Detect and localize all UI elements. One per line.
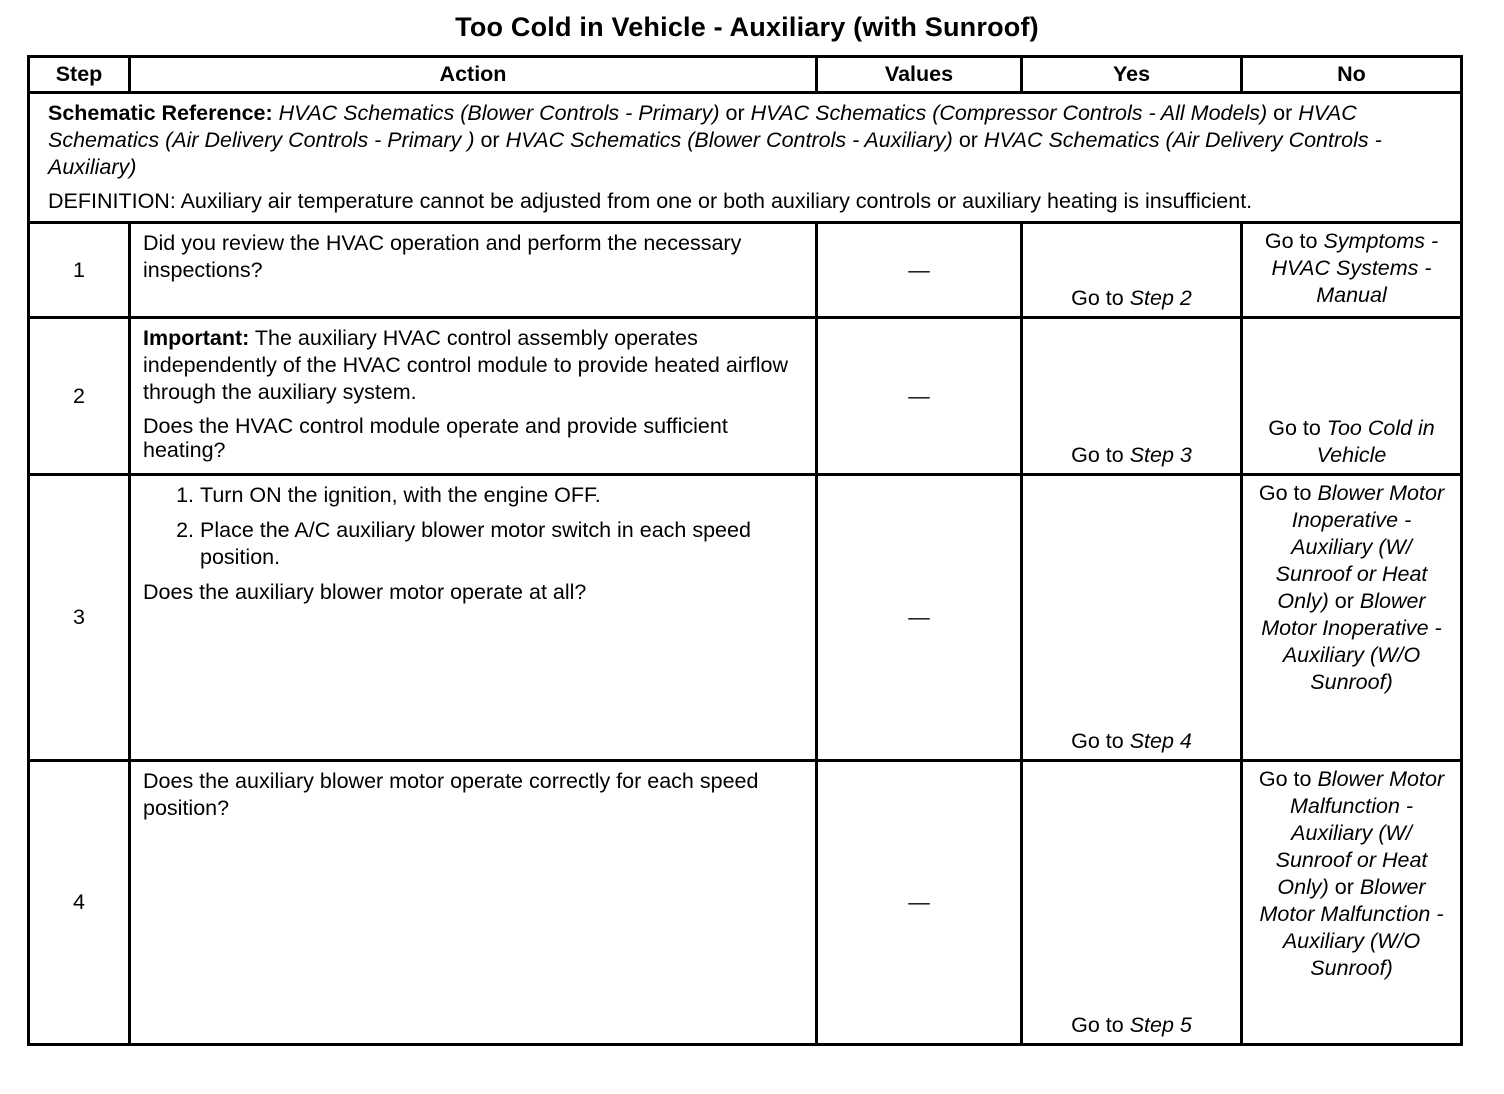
- no-link[interactable]: Blower Motor Inoperative - Auxiliary (W/O Sunroof): [1261, 589, 1442, 694]
- goto-text: Go to: [1071, 443, 1124, 467]
- or-text: or: [958, 128, 978, 152]
- yes-cell: [1022, 761, 1242, 1045]
- values-cell: —: [817, 475, 1022, 761]
- schematic-link[interactable]: HVAC Schematics (Air Delivery Controls - Primary ): [48, 101, 1357, 152]
- schematic-link[interactable]: HVAC Schematics (Compressor Controls - All Models): [750, 101, 1268, 125]
- no-link[interactable]: Too Cold in Vehicle: [1316, 416, 1435, 467]
- procedure-step: 1. Turn ON the ignition, with the engine OFF.: [200, 482, 803, 509]
- goto-text: Go to: [1071, 286, 1124, 310]
- schematic-reference-cell: [29, 93, 1462, 223]
- header-row: [29, 57, 1462, 93]
- action-question: Does the auxiliary blower motor operate at all?: [143, 580, 587, 604]
- or-text: or: [1334, 875, 1354, 899]
- or-text: or: [1334, 589, 1354, 613]
- schematic-reference-label: Schematic Reference:: [48, 101, 273, 125]
- values-cell: —: [817, 318, 1022, 475]
- header-values: Values: [817, 57, 1022, 93]
- no-cell: [1242, 318, 1462, 475]
- goto-text: Go to: [1071, 1013, 1124, 1037]
- yes-cell: [1022, 475, 1242, 761]
- values-cell: —: [817, 223, 1022, 318]
- procedure-step: 2. Place the A/C auxiliary blower motor switch in each speed position.: [200, 517, 803, 571]
- important-text: The auxiliary HVAC control assembly operates independently of the HVAC control module to provide heated airflow through the auxiliary system.: [143, 326, 788, 404]
- step-number: 4: [29, 761, 130, 1045]
- no-cell: [1242, 761, 1462, 1045]
- header-yes: Yes: [1022, 57, 1242, 93]
- no-link[interactable]: Symptoms - HVAC Systems - Manual: [1271, 229, 1439, 307]
- values-cell: —: [817, 761, 1022, 1045]
- yes-link[interactable]: Step 2: [1129, 286, 1192, 310]
- important-label: Important:: [143, 326, 250, 350]
- action-cell: [130, 761, 817, 1045]
- no-link[interactable]: Blower Motor Inoperative - Auxiliary (W/ Sunroof or Heat Only): [1275, 481, 1445, 613]
- yes-cell: [1022, 223, 1242, 318]
- header-no: No: [1242, 57, 1462, 93]
- header-step: Step: [29, 57, 130, 93]
- table-row: [29, 761, 1462, 1045]
- step-number: 3: [29, 475, 130, 761]
- goto-text: Go to: [1071, 729, 1124, 753]
- yes-link[interactable]: Step 3: [1129, 443, 1192, 467]
- schematic-link[interactable]: HVAC Schematics (Blower Controls - Primary): [278, 101, 720, 125]
- action-cell: [130, 318, 817, 475]
- goto-text: Go to: [1258, 481, 1312, 505]
- schematic-link[interactable]: HVAC Schematics (Air Delivery Controls - Auxiliary): [48, 128, 1382, 179]
- important-note: [143, 325, 803, 406]
- no-link[interactable]: Blower Motor Malfunction - Auxiliary (W/ Sunroof or Heat Only): [1275, 767, 1445, 899]
- no-link[interactable]: Blower Motor Malfunction - Auxiliary (W/O Sunroof): [1259, 875, 1444, 980]
- table-row: [29, 475, 1462, 761]
- action-question: Does the HVAC control module operate and provide sufficient heating?: [143, 414, 728, 462]
- action-cell: [130, 223, 817, 318]
- no-cell: [1242, 223, 1462, 318]
- or-text: or: [1273, 101, 1293, 125]
- diagnostic-table: [27, 55, 1463, 1046]
- action-question: Does the auxiliary blower motor operate correctly for each speed position?: [143, 769, 759, 820]
- schematic-reference: [48, 100, 1442, 181]
- table-row: [29, 223, 1462, 318]
- header-action: Action: [130, 57, 817, 93]
- yes-link[interactable]: Step 5: [1129, 1013, 1192, 1037]
- yes-link[interactable]: Step 4: [1129, 729, 1192, 753]
- goto-text: Go to: [1258, 767, 1312, 791]
- goto-text: Go to: [1268, 416, 1321, 440]
- or-text: or: [725, 101, 745, 125]
- definition-text: DEFINITION: Auxiliary air temperature cannot be adjusted from one or both auxiliary controls or auxiliary heating is insufficient.: [48, 189, 1253, 213]
- action-question: Did you review the HVAC operation and perform the necessary inspections?: [143, 231, 742, 282]
- schematic-link[interactable]: HVAC Schematics (Blower Controls - Auxiliary): [505, 128, 953, 152]
- step-number: 1: [29, 223, 130, 318]
- no-cell: [1242, 475, 1462, 761]
- step-number: 2: [29, 318, 130, 475]
- procedure-steps: [143, 482, 803, 571]
- goto-text: Go to: [1264, 229, 1318, 253]
- reference-row: [29, 93, 1462, 223]
- yes-cell: [1022, 318, 1242, 475]
- page-title: Too Cold in Vehicle - Auxiliary (with Sunroof): [455, 12, 1039, 42]
- action-cell: [130, 475, 817, 761]
- or-text: or: [480, 128, 500, 152]
- table-row: [29, 318, 1462, 475]
